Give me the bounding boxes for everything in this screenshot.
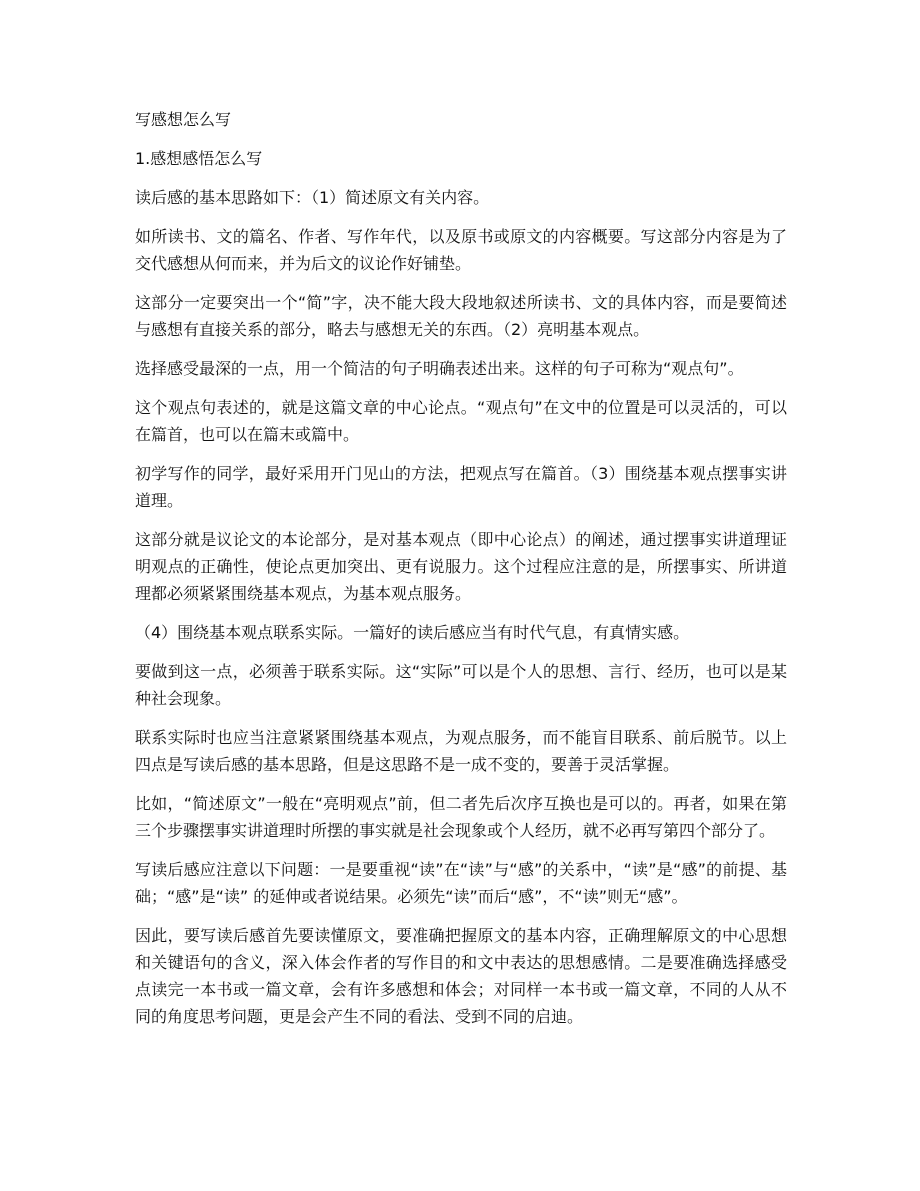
paragraph: （4）围绕基本观点联系实际。一篇好的读后感应当有时代气息，有真情实感。 [135, 623, 690, 642]
section-heading: 1.感想感悟怎么写 [135, 149, 263, 168]
paragraph: 因此，要写读后感首先要读懂原文，要准确把握原文的基本内容，正确理解原文的中心思想和关键语句的含义，深入体会作者的写作目的和文中表达的思想感情。二是要准确选择感受点读完一本书或一篇文章，会有许多感想和体会；对同样一本书或一篇文章，不同的人从不同的角度思考问题，更是会产生不同的看法、受到不同的启迪。 [135, 926, 787, 1026]
paragraph: 选择感受最深的一点，用一个简洁的句子明确表述出来。这样的句子可称为“观点句”。 [135, 359, 744, 378]
paragraph: 这部分就是议论文的本论部分，是对基本观点（即中心论点）的阐述，通过摆事实讲道理证明观点的正确性，使论点更加突出、更有说服力。这个过程应注意的是，所摆事实、所讲道理都必须紧紧围绕基本观点，为基本观点服务。 [135, 530, 787, 603]
paragraph: 要做到这一点，必须善于联系实际。这“实际”可以是个人的思想、言行、经历，也可以是某种社会现象。 [135, 662, 787, 708]
paragraph: 联系实际时也应当注意紧紧围绕基本观点，为观点服务，而不能盲目联系、前后脱节。以上四点是写读后感的基本思路，但是这思路不是一成不变的，要善于灵活掌握。 [135, 728, 787, 774]
paragraph: 写读后感应注意以下问题：一是要重视“读”在“读”与“感”的关系中，“读”是“感”的前提、基础；“感”是“读” 的延伸或者说结果。必须先“读”而后“感”，不“读”则无“感”。 [135, 860, 787, 906]
paragraph: 读后感的基本思路如下：（1）简述原文有关内容。 [135, 188, 490, 207]
paragraph: 比如，“简述原文”一般在“亮明观点”前，但二者先后次序互换也是可以的。再者，如果在第三个步骤摆事实讲道理时所摆的事实就是社会现象或个人经历，就不必再写第四个部分了。 [135, 794, 787, 840]
paragraph: 如所读书、文的篇名、作者、写作年代，以及原书或原文的内容概要。写这部分内容是为了交代感想从何而来，并为后文的议论作好铺垫。 [135, 227, 787, 273]
document-body [135, 106, 787, 1042]
document-title: 写感想怎么写 [135, 110, 232, 129]
paragraph: 这个观点句表述的，就是这篇文章的中心论点。“观点句”在文中的位置是可以灵活的，可以在篇首，也可以在篇末或篇中。 [135, 398, 787, 444]
paragraph: 初学写作的同学，最好采用开门见山的方法，把观点写在篇首。（3）围绕基本观点摆事实讲道理。 [135, 464, 787, 510]
paragraph: 这部分一定要突出一个“简”字，决不能大段大段地叙述所读书、文的具体内容，而是要简述与感想有直接关系的部分，略去与感想无关的东西。（2）亮明基本观点。 [135, 293, 787, 339]
